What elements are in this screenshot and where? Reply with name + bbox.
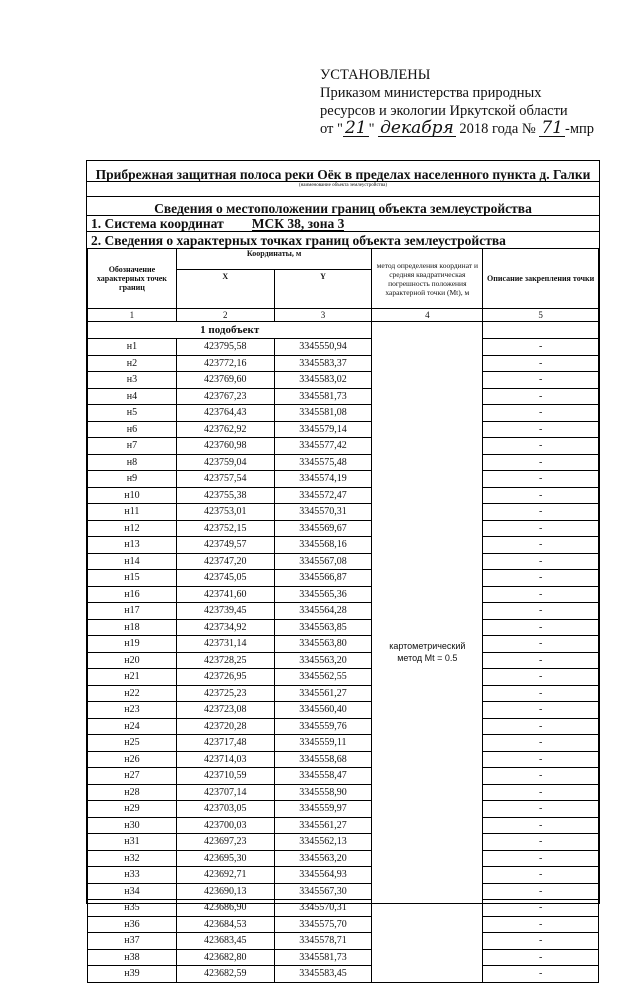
- point-desc: -: [483, 454, 599, 471]
- table-row: [88, 570, 599, 587]
- point-desc: -: [483, 553, 599, 570]
- point-y: 3345572,47: [274, 487, 372, 504]
- point-x: 423684,53: [176, 916, 274, 933]
- point-y: 3345565,36: [274, 586, 372, 603]
- point-y: 3345567,30: [274, 883, 372, 900]
- point-y: 3345581,73: [274, 949, 372, 966]
- point-y: 3345558,68: [274, 751, 372, 768]
- point-desc: -: [483, 768, 599, 785]
- point-x: 423760,98: [176, 438, 274, 455]
- point-x: 423769,60: [176, 372, 274, 389]
- point-name: н39: [88, 966, 177, 983]
- table-row: [88, 339, 599, 356]
- point-x: 423703,05: [176, 801, 274, 818]
- point-name: н1: [88, 339, 177, 356]
- point-name: н23: [88, 702, 177, 719]
- point-x: 423714,03: [176, 751, 274, 768]
- point-desc: -: [483, 949, 599, 966]
- table-row: [88, 702, 599, 719]
- point-name: н2: [88, 355, 177, 372]
- point-desc: -: [483, 702, 599, 719]
- column-number: 4: [372, 309, 483, 322]
- point-name: н6: [88, 421, 177, 438]
- point-x: 423755,38: [176, 487, 274, 504]
- point-x: 423752,15: [176, 520, 274, 537]
- point-x: 423757,54: [176, 471, 274, 488]
- point-name: н8: [88, 454, 177, 471]
- point-y: 3345561,27: [274, 685, 372, 702]
- point-y: 3345560,40: [274, 702, 372, 719]
- column-number: 1: [88, 309, 177, 322]
- point-name: н28: [88, 784, 177, 801]
- table-row: [88, 768, 599, 785]
- table-row: [88, 471, 599, 488]
- point-y: 3345563,85: [274, 619, 372, 636]
- table-row: [88, 355, 599, 372]
- point-x: 423682,59: [176, 966, 274, 983]
- point-y: 3345577,42: [274, 438, 372, 455]
- point-desc: -: [483, 850, 599, 867]
- point-y: 3345575,48: [274, 454, 372, 471]
- table-row: [88, 504, 599, 521]
- point-x: 423710,59: [176, 768, 274, 785]
- header-x: X: [176, 270, 274, 309]
- table-row: [88, 537, 599, 554]
- approval-line-3: ресурсов и экологии Иркутской области: [320, 103, 568, 119]
- point-desc: -: [483, 966, 599, 983]
- point-name: н26: [88, 751, 177, 768]
- coordinate-system: [91, 216, 344, 232]
- point-desc: -: [483, 867, 599, 884]
- table-row: [88, 652, 599, 669]
- point-name: н36: [88, 916, 177, 933]
- point-x: 423747,20: [176, 553, 274, 570]
- point-desc: -: [483, 570, 599, 587]
- table-row: [88, 867, 599, 884]
- point-name: н35: [88, 900, 177, 917]
- point-name: н22: [88, 685, 177, 702]
- point-desc: -: [483, 586, 599, 603]
- table-row: [88, 801, 599, 818]
- point-x: 423697,23: [176, 834, 274, 851]
- point-y: 3345581,08: [274, 405, 372, 422]
- point-name: н37: [88, 933, 177, 950]
- table-row: [88, 553, 599, 570]
- point-name: н7: [88, 438, 177, 455]
- table-row: [88, 718, 599, 735]
- order-suffix: -мпр: [565, 121, 595, 137]
- point-x: 423728,25: [176, 652, 274, 669]
- point-desc: -: [483, 784, 599, 801]
- point-y: 3345569,67: [274, 520, 372, 537]
- point-y: 3345574,19: [274, 471, 372, 488]
- point-name: н13: [88, 537, 177, 554]
- point-desc: -: [483, 685, 599, 702]
- point-desc: -: [483, 916, 599, 933]
- header-point-name: Обозначение характерных точек границ: [88, 249, 177, 309]
- coordinate-system-value: МСК 38, зона 3: [251, 216, 345, 231]
- point-name: н32: [88, 850, 177, 867]
- point-x: 423749,57: [176, 537, 274, 554]
- point-desc: -: [483, 372, 599, 389]
- point-x: 423762,92: [176, 421, 274, 438]
- point-y: 3345558,90: [274, 784, 372, 801]
- point-y: 3345559,97: [274, 801, 372, 818]
- table-row: [88, 966, 599, 983]
- point-y: 3345575,70: [274, 916, 372, 933]
- point-x: 423683,45: [176, 933, 274, 950]
- object-title: Прибрежная защитная полоса реки Оёк в пределах населенного пункта д. Галки: [95, 167, 591, 182]
- point-y: 3345561,27: [274, 817, 372, 834]
- date-year: 2018 года №: [459, 121, 536, 137]
- point-y: 3345550,94: [274, 339, 372, 356]
- section-title: Сведения о местоположении границ объекта землеустройства: [154, 201, 532, 216]
- table-row: [88, 619, 599, 636]
- table-row: [88, 784, 599, 801]
- point-x: 423745,05: [176, 570, 274, 587]
- point-name: н16: [88, 586, 177, 603]
- point-desc: -: [483, 801, 599, 818]
- table-row: [88, 735, 599, 752]
- point-x: 423700,03: [176, 817, 274, 834]
- document-box: [86, 160, 600, 980]
- date-month: декабря: [380, 118, 454, 138]
- point-x: 423720,28: [176, 718, 274, 735]
- point-x: 423734,92: [176, 619, 274, 636]
- method-line-2: метод Mt = 0.5: [397, 652, 458, 663]
- table-row: [88, 603, 599, 620]
- point-name: н15: [88, 570, 177, 587]
- table-row: [88, 900, 599, 917]
- coordinate-system-label: 1. Система координат: [91, 216, 224, 231]
- table-row: [88, 388, 599, 405]
- point-x: 423686,90: [176, 900, 274, 917]
- table-row: [88, 421, 599, 438]
- point-desc: -: [483, 834, 599, 851]
- table-row: [88, 751, 599, 768]
- point-desc: -: [483, 652, 599, 669]
- point-desc: -: [483, 718, 599, 735]
- point-name: н33: [88, 867, 177, 884]
- date-quote: ": [368, 121, 375, 137]
- point-desc: -: [483, 471, 599, 488]
- point-y: 3345562,13: [274, 834, 372, 851]
- date-day: 21: [344, 118, 367, 138]
- approval-date-line: [320, 120, 620, 138]
- point-y: 3345581,73: [274, 388, 372, 405]
- point-desc: -: [483, 537, 599, 554]
- column-number: 5: [483, 309, 599, 322]
- table-row: [88, 669, 599, 686]
- point-x: 423731,14: [176, 636, 274, 653]
- point-name: н18: [88, 619, 177, 636]
- point-name: н38: [88, 949, 177, 966]
- point-name: н24: [88, 718, 177, 735]
- table-row: [88, 916, 599, 933]
- point-name: н3: [88, 372, 177, 389]
- point-x: 423739,45: [176, 603, 274, 620]
- point-y: 3345563,20: [274, 652, 372, 669]
- point-desc: -: [483, 669, 599, 686]
- point-x: 423690,13: [176, 883, 274, 900]
- point-x: 423682,80: [176, 949, 274, 966]
- point-y: 3345583,02: [274, 372, 372, 389]
- table-row: [88, 487, 599, 504]
- table-row: [88, 405, 599, 422]
- table-row: [88, 586, 599, 603]
- header-description: Описание закрепления точки: [483, 249, 599, 309]
- table-row: [88, 883, 599, 900]
- point-x: 423767,23: [176, 388, 274, 405]
- point-name: н10: [88, 487, 177, 504]
- point-desc: -: [483, 619, 599, 636]
- point-desc: -: [483, 735, 599, 752]
- point-x: 423723,08: [176, 702, 274, 719]
- header-method: метод определения координат и средняя квадратическая погрешность положения характерной точки (Mt), м: [372, 249, 483, 309]
- point-name: н27: [88, 768, 177, 785]
- approval-header: [320, 66, 620, 138]
- method-cell: [372, 322, 483, 983]
- table-row: [88, 372, 599, 389]
- point-y: 3345567,08: [274, 553, 372, 570]
- table-row: [88, 817, 599, 834]
- table-row: [88, 438, 599, 455]
- point-y: 3345558,47: [274, 768, 372, 785]
- point-x: 423759,04: [176, 454, 274, 471]
- point-x: 423741,60: [176, 586, 274, 603]
- point-x: 423726,95: [176, 669, 274, 686]
- date-prefix: от ": [320, 121, 343, 137]
- point-x: 423707,14: [176, 784, 274, 801]
- point-desc: -: [483, 933, 599, 950]
- point-y: 3345578,71: [274, 933, 372, 950]
- subobject-label: 1 подобъект: [88, 322, 372, 339]
- points-table: [87, 248, 599, 983]
- method-line-1: картометрический: [389, 640, 466, 651]
- point-desc: -: [483, 487, 599, 504]
- subobject-desc: [483, 322, 599, 339]
- point-name: н12: [88, 520, 177, 537]
- point-name: н25: [88, 735, 177, 752]
- header-coordinates: Координаты, м: [176, 249, 372, 270]
- point-desc: -: [483, 339, 599, 356]
- point-x: 423725,23: [176, 685, 274, 702]
- table-row: [88, 685, 599, 702]
- point-y: 3345563,20: [274, 850, 372, 867]
- point-name: н20: [88, 652, 177, 669]
- divider: [87, 196, 599, 197]
- point-desc: -: [483, 355, 599, 372]
- object-subnote: (наименование объекта землеустройства): [298, 183, 388, 188]
- point-y: 3345559,76: [274, 718, 372, 735]
- point-x: 423695,30: [176, 850, 274, 867]
- point-y: 3345583,45: [274, 966, 372, 983]
- point-name: н19: [88, 636, 177, 653]
- point-y: 3345562,55: [274, 669, 372, 686]
- point-x: 423772,16: [176, 355, 274, 372]
- table-row: [88, 933, 599, 950]
- header-y: Y: [274, 270, 372, 309]
- point-desc: -: [483, 751, 599, 768]
- point-y: 3345563,80: [274, 636, 372, 653]
- table-row: [88, 636, 599, 653]
- point-name: н9: [88, 471, 177, 488]
- point-y: 3345568,16: [274, 537, 372, 554]
- point-name: н30: [88, 817, 177, 834]
- point-desc: -: [483, 421, 599, 438]
- point-y: 3345570,31: [274, 504, 372, 521]
- point-desc: -: [483, 603, 599, 620]
- table-row: [88, 834, 599, 851]
- point-desc: -: [483, 817, 599, 834]
- table-row: [88, 949, 599, 966]
- point-desc: -: [483, 520, 599, 537]
- point-name: н5: [88, 405, 177, 422]
- point-y: 3345570,31: [274, 900, 372, 917]
- point-desc: -: [483, 438, 599, 455]
- point-y: 3345566,87: [274, 570, 372, 587]
- point-desc: -: [483, 900, 599, 917]
- point-desc: -: [483, 388, 599, 405]
- divider: [87, 181, 599, 182]
- column-number: 3: [274, 309, 372, 322]
- divider: [87, 231, 599, 232]
- point-x: 423717,48: [176, 735, 274, 752]
- approval-line-2: Приказом министерства природных: [320, 85, 542, 101]
- point-y: 3345579,14: [274, 421, 372, 438]
- point-y: 3345583,37: [274, 355, 372, 372]
- point-desc: -: [483, 636, 599, 653]
- order-number: 71: [541, 118, 563, 138]
- point-desc: -: [483, 405, 599, 422]
- points-heading: 2. Сведения о характерных точках границ объекта землеустройства: [91, 233, 506, 248]
- point-desc: -: [483, 504, 599, 521]
- point-y: 3345564,28: [274, 603, 372, 620]
- point-x: 423795,58: [176, 339, 274, 356]
- point-x: 423692,71: [176, 867, 274, 884]
- point-desc: -: [483, 883, 599, 900]
- point-y: 3345564,93: [274, 867, 372, 884]
- point-name: н31: [88, 834, 177, 851]
- point-name: н34: [88, 883, 177, 900]
- point-name: н21: [88, 669, 177, 686]
- table-row: [88, 850, 599, 867]
- point-name: н11: [88, 504, 177, 521]
- table-row: [88, 520, 599, 537]
- point-name: н4: [88, 388, 177, 405]
- point-x: 423764,43: [176, 405, 274, 422]
- point-name: н29: [88, 801, 177, 818]
- point-name: н17: [88, 603, 177, 620]
- column-number: 2: [176, 309, 274, 322]
- point-name: н14: [88, 553, 177, 570]
- table-row: [88, 454, 599, 471]
- approval-line-1: УСТАНОВЛЕНЫ: [320, 67, 431, 83]
- point-y: 3345559,11: [274, 735, 372, 752]
- point-x: 423753,01: [176, 504, 274, 521]
